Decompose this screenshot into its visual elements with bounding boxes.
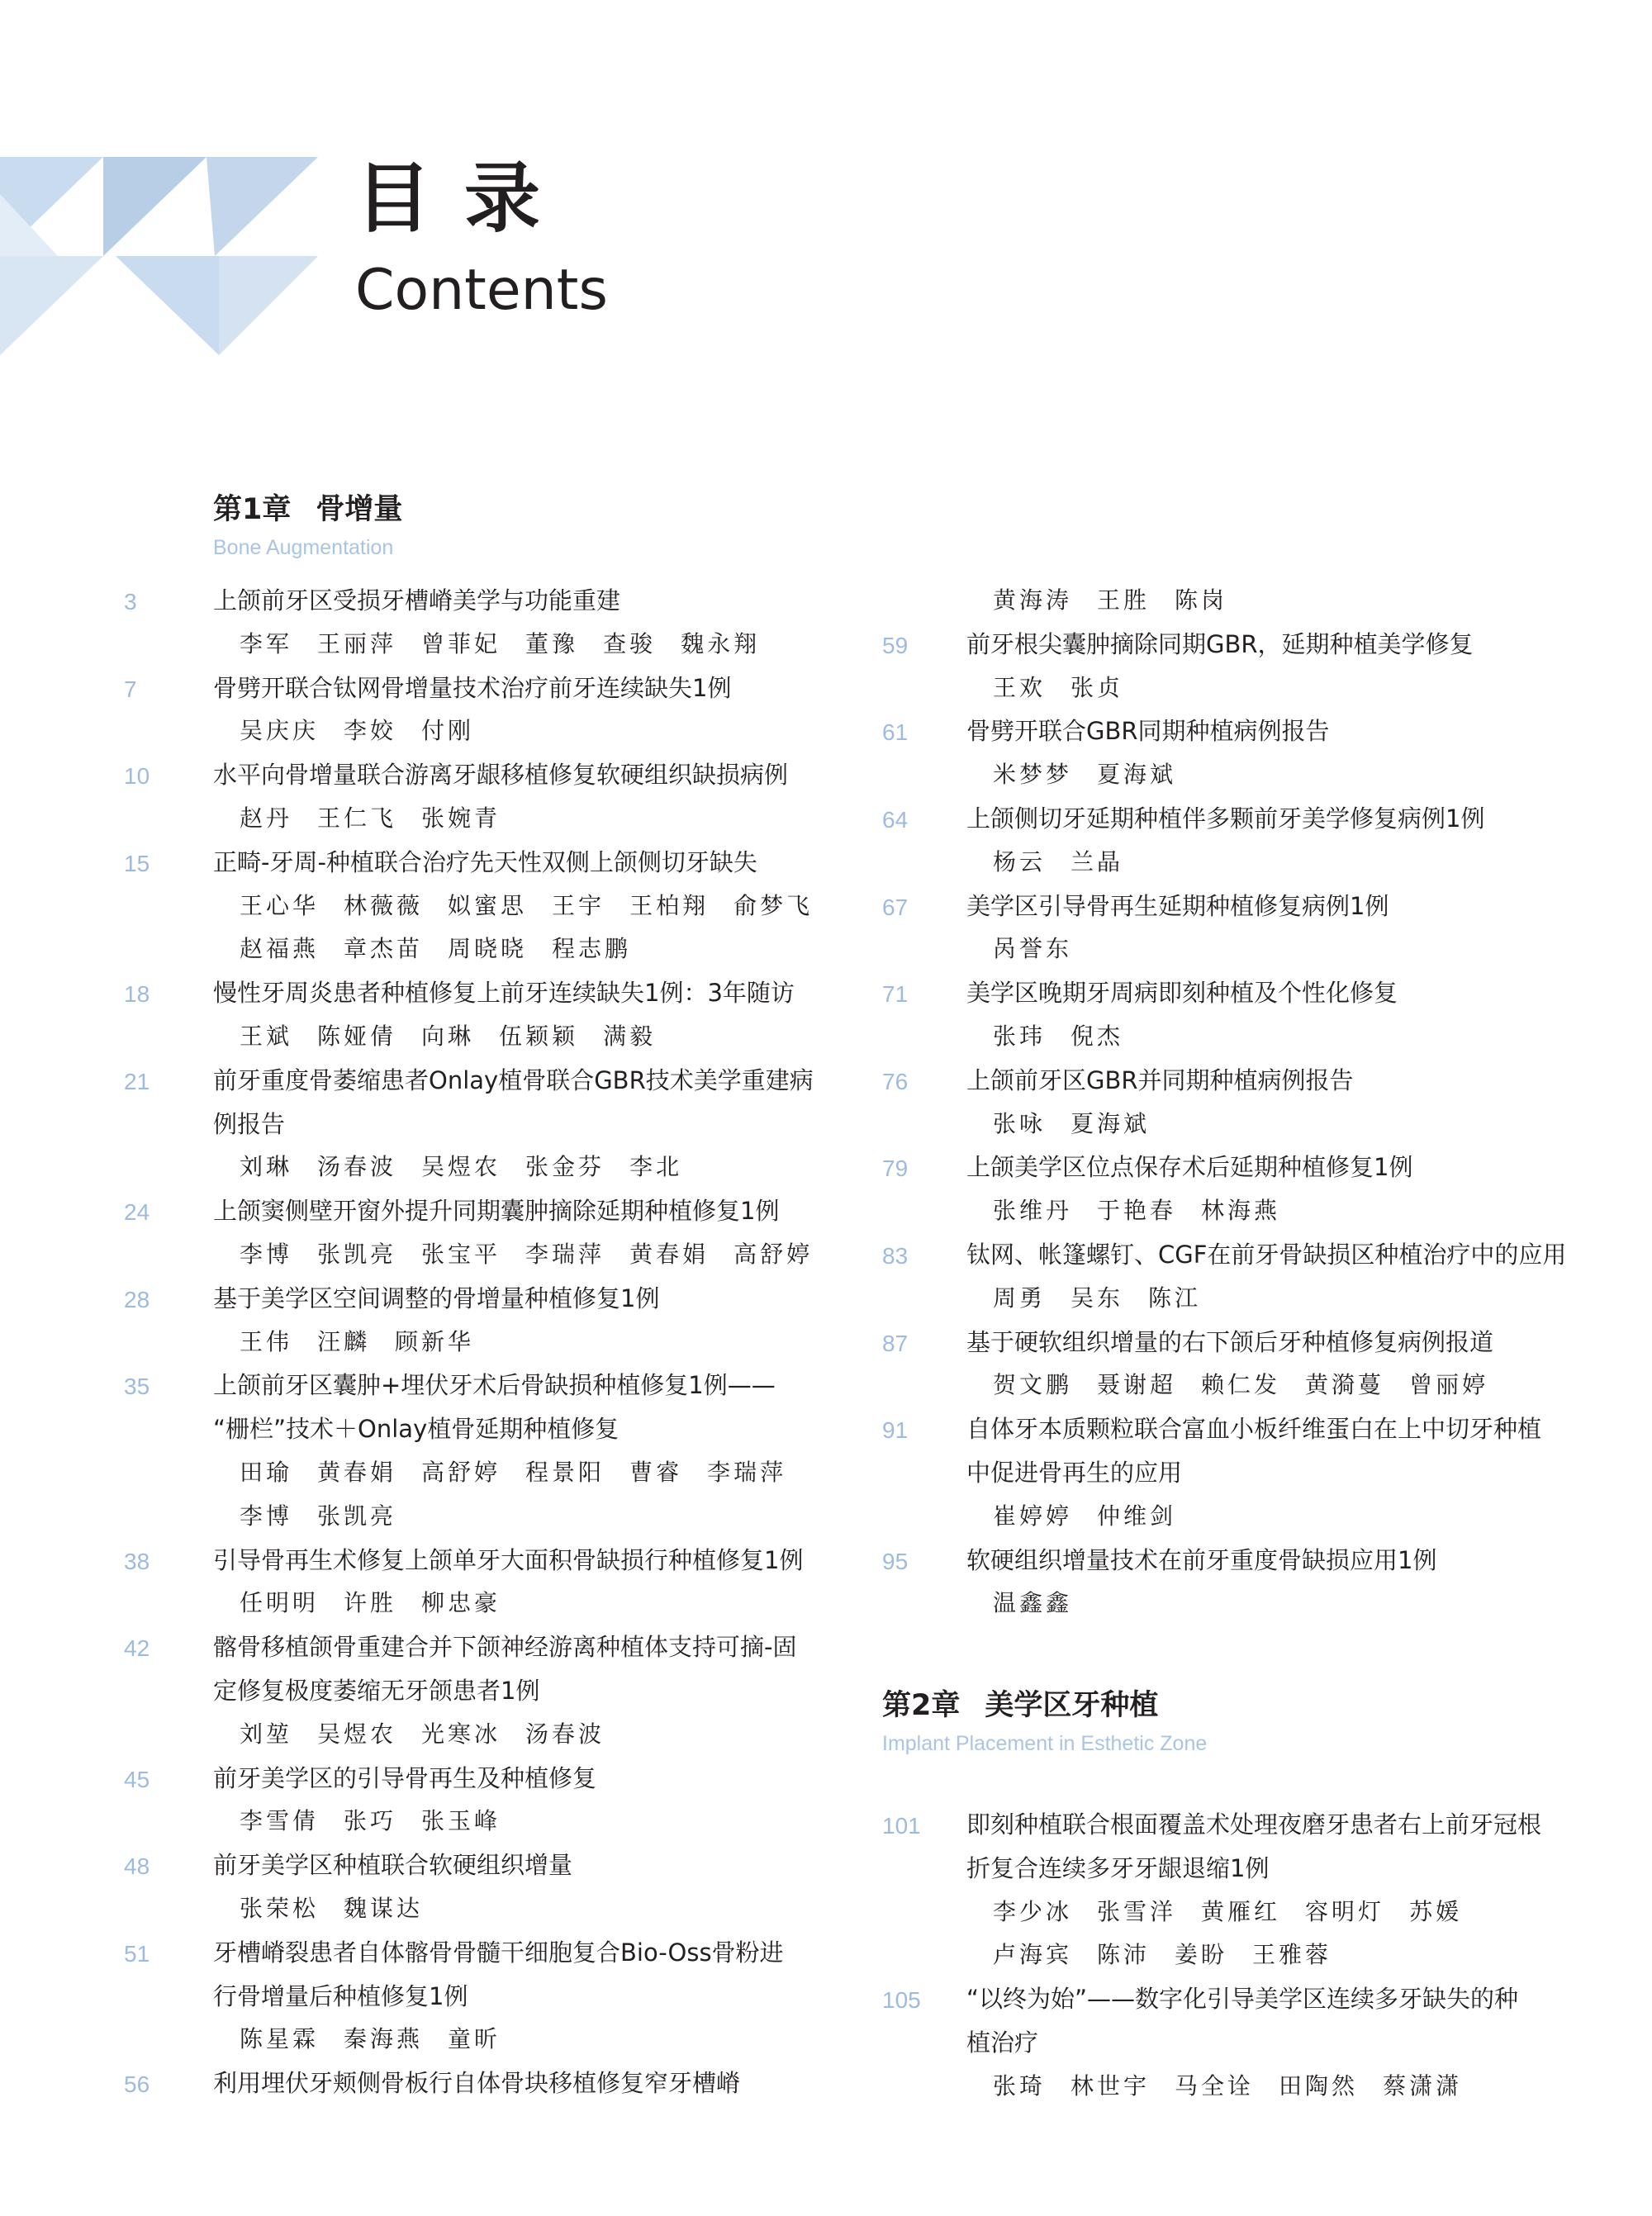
toc-entry-title-continued[interactable]: 行骨增量后种植修复1例 xyxy=(213,1981,468,2010)
toc-page-number[interactable]: 35 xyxy=(124,1374,150,1400)
toc-entry-authors xyxy=(993,586,1252,614)
chapter-name: 美学区牙种植 xyxy=(985,1689,1159,1722)
author-name: 崔婷婷 xyxy=(993,1502,1073,1530)
author-name: 汪麟 xyxy=(317,1327,371,1355)
toc-page-number[interactable]: 83 xyxy=(882,1243,909,1269)
toc-entry-title[interactable]: 前牙根尖囊肿摘除同期GBR，延期种植美学修复 xyxy=(966,629,1474,658)
author-name: 吴东 xyxy=(1070,1284,1124,1312)
toc-entry-authors xyxy=(240,719,499,743)
toc-page-number[interactable]: 76 xyxy=(882,1068,909,1094)
author-name: 温鑫鑫 xyxy=(993,1589,1073,1617)
author-name: 任明明 xyxy=(240,1589,320,1617)
deco-triangle xyxy=(219,256,318,355)
toc-page-number[interactable]: 24 xyxy=(124,1199,150,1226)
toc-entry-authors xyxy=(240,1720,629,1748)
author-name: 杨云 xyxy=(993,847,1047,875)
chapter-subtitle: Implant Placement in Esthetic Zone xyxy=(882,1732,1208,1755)
author-name: 张贞 xyxy=(1070,673,1124,701)
toc-entry-authors xyxy=(993,1589,1097,1617)
author-name: 王欢 xyxy=(993,673,1047,701)
toc-entry-authors xyxy=(240,891,838,919)
author-name: 陈江 xyxy=(1148,1284,1202,1312)
author-name: 李博 xyxy=(240,1502,293,1530)
toc-entry-authors xyxy=(993,761,1201,789)
toc-entry-title[interactable]: “以终为始”——数字化引导美学区连续多牙缺失的种 xyxy=(966,1985,1519,2014)
author-name: 李瑞萍 xyxy=(707,1459,787,1486)
toc-entry-title[interactable]: 利用埋伏牙颊侧骨板行自体骨块移植修复窄牙槽嵴 xyxy=(213,2069,741,2098)
author-name: 李瑞萍 xyxy=(525,1241,605,1268)
toc-page-number[interactable]: 59 xyxy=(882,632,909,658)
author-name: 王柏翔 xyxy=(629,891,710,919)
author-name: 王伟 xyxy=(240,1327,293,1355)
toc-entry-authors xyxy=(993,673,1148,701)
author-name: 董豫 xyxy=(525,629,579,657)
author-name: 林世宇 xyxy=(1070,2071,1151,2100)
toc-entry-title[interactable]: 引导骨再生术修复上颌单牙大面积骨缺损行种植修复1例 xyxy=(213,1545,804,1574)
author-name: 魏谋达 xyxy=(344,1895,424,1922)
author-name: 张巧 xyxy=(344,1807,397,1835)
toc-entry-title[interactable]: 美学区引导骨再生延期种植修复病例1例 xyxy=(966,891,1389,920)
author-name: 高舒婷 xyxy=(733,1241,814,1268)
author-name: 王斌 xyxy=(240,1023,293,1050)
author-name: 王丽萍 xyxy=(317,629,397,657)
author-name: 童昕 xyxy=(448,2025,501,2053)
decorative-triangle-pattern xyxy=(0,0,330,363)
author-name: 陈沛 xyxy=(1097,1941,1151,1969)
toc-entry-title[interactable]: 牙槽嵴裂患者自体髂骨骨髓干细胞复合Bio-Oss骨粉进 xyxy=(213,1938,784,1967)
toc-entry-title[interactable]: 水平向骨增量联合游离牙龈移植修复软硬组织缺损病例 xyxy=(213,761,789,790)
toc-page-number[interactable]: 51 xyxy=(124,1940,150,1967)
toc-entry-title[interactable]: 软硬组织增量技术在前牙重度骨缺损应用1例 xyxy=(966,1545,1437,1574)
toc-entry-authors xyxy=(240,1589,525,1617)
toc-page-number[interactable]: 15 xyxy=(124,850,150,876)
toc-page-number[interactable]: 71 xyxy=(882,981,909,1008)
author-name: 光寒冰 xyxy=(421,1720,501,1748)
author-name: 聂谢超 xyxy=(1097,1371,1177,1399)
toc-entry-title[interactable]: 前牙美学区种植联合软硬组织增量 xyxy=(213,1851,573,1880)
toc-entry-title-continued[interactable]: 中促进骨再生的应用 xyxy=(966,1459,1183,1487)
author-name: 程志鹏 xyxy=(552,935,632,963)
toc-entry-authors xyxy=(993,1502,1201,1530)
toc-entry-authors xyxy=(993,1897,1487,1925)
toc-entry-authors xyxy=(240,1155,707,1179)
author-name: 倪杰 xyxy=(1070,1023,1124,1050)
author-name: 满毅 xyxy=(603,1023,657,1050)
toc-entry-title[interactable]: 前牙重度骨萎缩患者Onlay植骨联合GBR技术美学重建病 xyxy=(213,1065,814,1094)
author-name: 王仁飞 xyxy=(317,804,397,832)
author-name: 张雪洋 xyxy=(1097,1897,1177,1925)
author-name: 张玉峰 xyxy=(421,1807,501,1835)
author-name: 张维丹 xyxy=(993,1197,1073,1225)
toc-entry-authors xyxy=(993,937,1097,961)
toc-entry-authors xyxy=(993,1109,1175,1137)
author-name: 张凯亮 xyxy=(317,1502,397,1530)
author-name: 李军 xyxy=(240,629,293,657)
toc-entry-title[interactable]: 髂骨移植颌骨重建合并下颌神经游离种植体支持可摘-固 xyxy=(213,1633,797,1662)
toc-entry-title-continued[interactable]: “栅栏”技术＋Onlay植骨延期种植修复 xyxy=(213,1415,620,1444)
author-name: 赖仁发 xyxy=(1201,1371,1281,1399)
author-name: 李博 xyxy=(240,1241,293,1268)
toc-entry-authors xyxy=(993,1284,1226,1312)
toc-entry-authors xyxy=(240,804,525,832)
toc-entry-authors xyxy=(240,1327,499,1355)
chapter-number: 第1章 xyxy=(213,493,292,526)
author-name: 张金芬 xyxy=(525,1153,605,1181)
author-name: 赵福燕 xyxy=(240,935,320,963)
author-name: 容明灯 xyxy=(1305,1897,1385,1925)
author-name: 马全诠 xyxy=(1175,2071,1255,2100)
author-name: 张琦 xyxy=(993,2071,1047,2100)
author-name: 王心华 xyxy=(240,891,320,919)
author-name: 查骏 xyxy=(603,629,657,657)
toc-entry-authors xyxy=(993,2071,1487,2100)
author-name: 曾丽婷 xyxy=(1409,1371,1489,1399)
toc-entry-title[interactable]: 美学区晚期牙周病即刻种植及个性化修复 xyxy=(966,979,1398,1008)
author-name: 黄春娟 xyxy=(629,1241,710,1268)
toc-page-number[interactable]: 101 xyxy=(882,1813,921,1839)
toc-entry-authors xyxy=(240,2025,525,2053)
toc-page-number[interactable]: 61 xyxy=(882,719,909,746)
author-name: 魏永翔 xyxy=(681,629,761,657)
author-name: 兰晶 xyxy=(1070,847,1124,875)
deco-triangle xyxy=(206,157,318,256)
author-name: 王宇 xyxy=(552,891,605,919)
chapter-name: 骨增量 xyxy=(316,493,403,526)
toc-entry-authors xyxy=(240,937,656,961)
toc-entry-authors xyxy=(993,1197,1305,1225)
author-name: 张凯亮 xyxy=(317,1241,397,1268)
author-name: 柳忠豪 xyxy=(421,1589,501,1617)
author-name: 黄春娟 xyxy=(317,1459,397,1486)
toc-entry-title[interactable]: 基于美学区空间调整的骨增量种植修复1例 xyxy=(213,1284,660,1312)
toc-page-number[interactable]: 95 xyxy=(882,1548,909,1574)
toc-page-number[interactable]: 67 xyxy=(882,894,909,920)
toc-page-number[interactable]: 64 xyxy=(882,807,909,833)
toc-entry-title-continued[interactable]: 例报告 xyxy=(213,1109,286,1138)
author-name: 向琳 xyxy=(421,1023,475,1050)
toc-entry-title[interactable]: 前牙美学区的引导骨再生及种植修复 xyxy=(213,1763,597,1792)
author-name: 苏媛 xyxy=(1409,1897,1463,1925)
toc-entry-title[interactable]: 上颌前牙区囊肿+埋伏牙术后骨缺损种植修复1例—— xyxy=(213,1371,776,1400)
chapter-2-heading xyxy=(882,1689,1208,1755)
chapter-number: 第2章 xyxy=(882,1689,961,1722)
author-name: 王胜 xyxy=(1097,586,1151,614)
author-name: 夏海斌 xyxy=(1070,1109,1151,1137)
toc-page-number[interactable]: 87 xyxy=(882,1330,909,1356)
toc-page-number[interactable]: 56 xyxy=(124,2071,150,2098)
toc-entry-authors xyxy=(240,629,785,657)
toc-entry-title[interactable]: 骨劈开联合GBR同期种植病例报告 xyxy=(966,717,1330,746)
author-name: 张咏 xyxy=(993,1109,1047,1137)
author-name: 黄漪蔓 xyxy=(1305,1371,1385,1399)
toc-page-number[interactable]: 18 xyxy=(124,981,150,1008)
page-subtitle: Contents xyxy=(355,258,608,323)
author-name: 王雅蓉 xyxy=(1252,1941,1332,1969)
chapter-1-heading xyxy=(213,493,403,559)
author-name: 曹睿 xyxy=(629,1459,683,1486)
author-name: 李姣 xyxy=(344,717,397,745)
deco-triangle xyxy=(0,256,103,355)
toc-page-number[interactable]: 10 xyxy=(124,763,150,790)
author-name: 林海燕 xyxy=(1201,1197,1281,1225)
toc-page-number[interactable]: 48 xyxy=(124,1853,150,1880)
author-name: 许胜 xyxy=(344,1589,397,1617)
deco-triangle xyxy=(116,256,219,355)
toc-entry-title-continued[interactable]: 定修复极度萎缩无牙颌患者1例 xyxy=(213,1677,540,1705)
toc-page-number[interactable]: 21 xyxy=(124,1068,150,1094)
author-name: 呙誉东 xyxy=(993,935,1073,963)
toc-entry-authors xyxy=(240,1502,421,1530)
author-name: 于艳春 xyxy=(1097,1197,1177,1225)
toc-entry-title[interactable]: 即刻种植联合根面覆盖术处理夜磨牙患者右上前牙冠根 xyxy=(966,1810,1542,1839)
author-name: 吴庆庆 xyxy=(240,717,320,745)
author-name: 张宝平 xyxy=(421,1241,501,1268)
toc-entry-title[interactable]: 骨劈开联合钛网骨增量技术治疗前牙连续缺失1例 xyxy=(213,673,732,702)
author-name: 赵丹 xyxy=(240,804,293,832)
toc-entry-authors xyxy=(993,847,1148,875)
toc-entry-authors xyxy=(993,1371,1513,1399)
author-name: 俞梦飞 xyxy=(733,891,814,919)
toc-page-number[interactable]: 38 xyxy=(124,1548,150,1574)
toc-entry-authors xyxy=(240,1243,838,1266)
author-name: 张玮 xyxy=(993,1023,1047,1050)
toc-entry-title[interactable]: 钛网、帐篷螺钉、CGF在前牙骨缺损区种植治疗中的应用 xyxy=(966,1241,1567,1269)
author-name: 张荣松 xyxy=(240,1895,320,1922)
author-name: 曾菲妃 xyxy=(421,629,501,657)
author-name: 李北 xyxy=(629,1153,683,1181)
author-name: 陈娅倩 xyxy=(317,1023,397,1050)
toc-entry-title[interactable]: 基于硬软组织增量的右下颌后牙种植修复病例报道 xyxy=(966,1327,1494,1356)
author-name: 夏海斌 xyxy=(1097,761,1177,789)
toc-page-number[interactable]: 28 xyxy=(124,1286,150,1312)
toc-entry-authors xyxy=(993,1943,1356,1967)
author-name: 章杰苗 xyxy=(344,935,424,963)
author-name: 田陶然 xyxy=(1279,2071,1359,2100)
toc-page-number[interactable]: 42 xyxy=(124,1635,150,1662)
author-name: 卢海宾 xyxy=(993,1941,1073,1969)
toc-page-number[interactable]: 45 xyxy=(124,1766,150,1792)
deco-triangle xyxy=(103,157,206,256)
author-name: 姒蜜思 xyxy=(448,891,528,919)
toc-entry-title[interactable]: 上颌美学区位点保存术后延期种植修复1例 xyxy=(966,1153,1413,1182)
toc-entry-title[interactable]: 正畸-牙周-种植联合治疗先天性双侧上颌侧切牙缺失 xyxy=(213,847,757,876)
author-name: 田瑜 xyxy=(240,1459,293,1486)
page-title: 目录 xyxy=(355,154,574,243)
toc-page-number[interactable]: 105 xyxy=(882,1987,921,2014)
toc-entry-title[interactable]: 上颌前牙区GBR并同期种植病例报告 xyxy=(966,1065,1354,1094)
toc-page-number[interactable]: 91 xyxy=(882,1417,909,1444)
author-name: 林薇薇 xyxy=(344,891,424,919)
author-name: 李雪倩 xyxy=(240,1807,320,1835)
toc-page-number[interactable]: 7 xyxy=(124,676,137,702)
toc-entry-authors xyxy=(240,1025,681,1048)
author-name: 陈岗 xyxy=(1175,586,1228,614)
toc-page-number[interactable]: 3 xyxy=(124,589,137,615)
author-name: 程景阳 xyxy=(525,1459,605,1486)
author-name: 高舒婷 xyxy=(421,1459,501,1486)
author-name: 黄海涛 xyxy=(993,586,1073,614)
author-name: 刘堃 xyxy=(240,1720,293,1748)
author-name: 汤春波 xyxy=(317,1153,397,1181)
author-name: 刘琳 xyxy=(240,1153,293,1181)
author-name: 伍颖颖 xyxy=(499,1023,579,1050)
toc-entry-authors xyxy=(240,1897,448,1920)
toc-entry-title[interactable]: 上颌前牙区受损牙槽嵴美学与功能重建 xyxy=(213,586,621,615)
toc-page-number[interactable]: 79 xyxy=(882,1155,909,1182)
author-name: 汤春波 xyxy=(525,1720,605,1748)
toc-entry-authors xyxy=(993,1025,1148,1048)
author-name: 黄雁红 xyxy=(1201,1897,1281,1925)
author-name: 张婉青 xyxy=(421,804,501,832)
chapter-subtitle: Bone Augmentation xyxy=(213,536,394,559)
toc-entry-title[interactable]: 上颌窦侧壁开窗外提升同期囊肿摘除延期种植修复1例 xyxy=(213,1197,780,1226)
toc-entry-authors xyxy=(240,1807,525,1835)
author-name: 秦海燕 xyxy=(344,2025,424,2053)
author-name: 吴煜农 xyxy=(421,1153,501,1181)
toc-entry-title[interactable]: 上颌侧切牙延期种植伴多颗前牙美学修复病例1例 xyxy=(966,804,1485,833)
author-name: 吴煜农 xyxy=(317,1720,397,1748)
toc-entry-title-continued[interactable]: 折复合连续多牙牙龈退缩1例 xyxy=(966,1853,1270,1882)
author-name: 姜盼 xyxy=(1175,1941,1228,1969)
author-name: 蔡潇潇 xyxy=(1383,2071,1463,2100)
toc-entry-title[interactable]: 自体牙本质颗粒联合富血小板纤维蛋白在上中切牙种植 xyxy=(966,1415,1542,1444)
toc-entry-title-continued[interactable]: 植治疗 xyxy=(966,2029,1039,2057)
author-name: 付刚 xyxy=(421,717,475,745)
author-name: 米梦梦 xyxy=(993,761,1073,789)
author-name: 周勇 xyxy=(993,1284,1047,1312)
author-name: 贺文鹏 xyxy=(993,1371,1073,1399)
author-name: 李少冰 xyxy=(993,1897,1073,1925)
author-name: 仲维剑 xyxy=(1097,1502,1177,1530)
toc-entry-title[interactable]: 慢性牙周炎患者种植修复上前牙连续缺失1例：3年随访 xyxy=(213,979,795,1008)
author-name: 周晓晓 xyxy=(448,935,528,963)
toc-entry-authors xyxy=(240,1461,811,1484)
author-name: 陈星霖 xyxy=(240,2025,320,2053)
author-name: 顾新华 xyxy=(395,1327,475,1355)
